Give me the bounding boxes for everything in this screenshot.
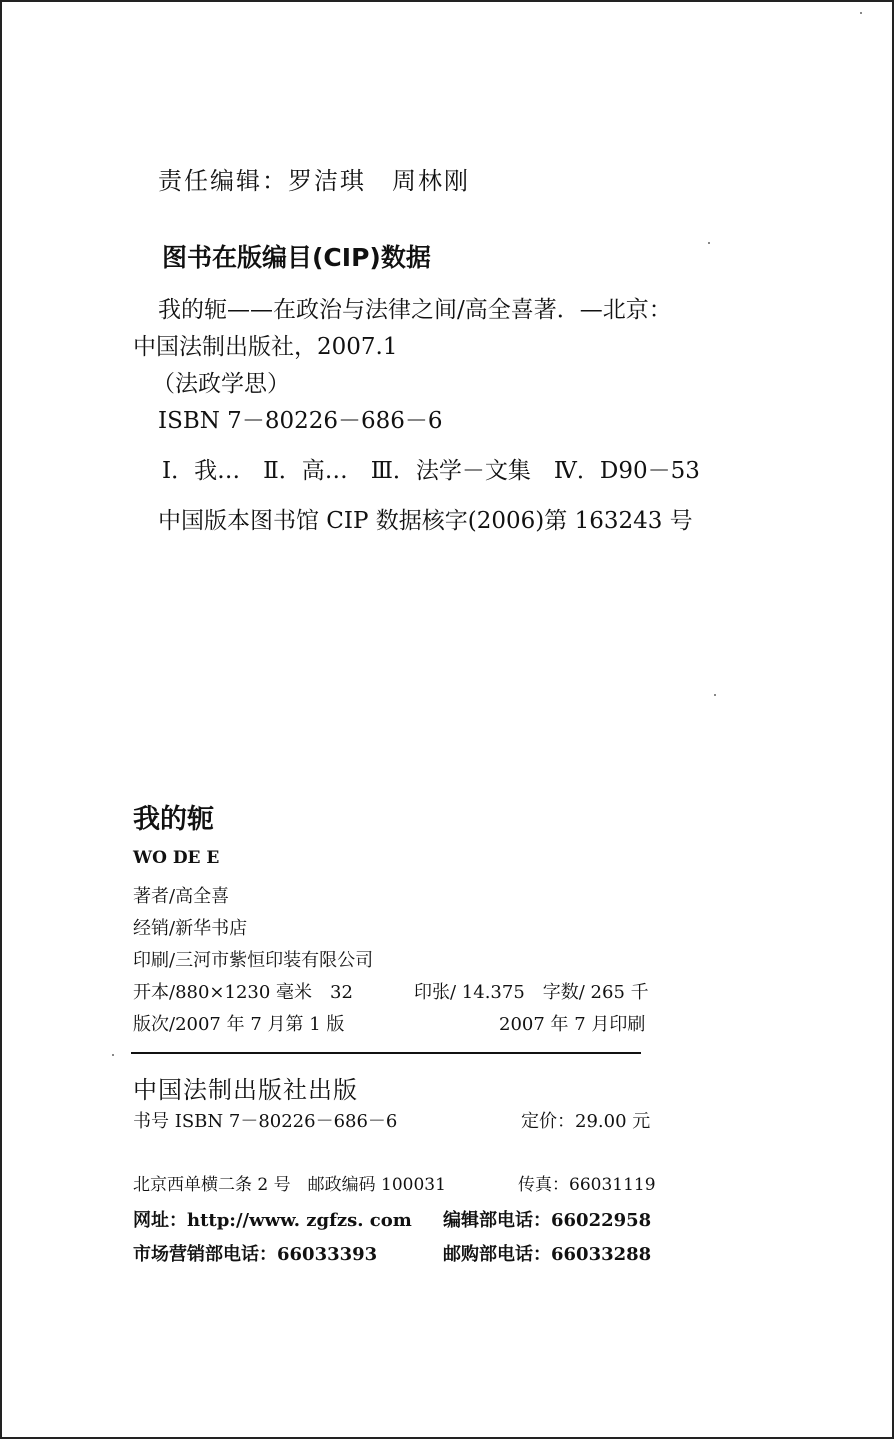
book-number-line: 书号 ISBN 7－80226－686－6: [133, 1111, 398, 1132]
scan-speck: [112, 1054, 114, 1056]
cip-heading: 图书在版编目(CIP)数据: [162, 243, 431, 272]
scan-speck: [708, 242, 710, 244]
responsible-editor: 责任编辑：罗洁琪 周林刚: [158, 167, 470, 195]
price-line: 定价：29.00 元: [521, 1111, 651, 1132]
book-title: 我的轭: [133, 804, 214, 835]
edition-line: 版次/2007 年 7 月第 1 版: [133, 1014, 345, 1035]
book-title-pinyin: WO DE E: [133, 848, 220, 868]
scan-speck: [714, 694, 716, 696]
cip-publisher-line: 中国法制出版社，2007.1: [133, 334, 398, 360]
editorial-phone-line: 编辑部电话：66022958: [443, 1210, 652, 1231]
cip-record-number-line: 中国版本图书馆 CIP 数据核字(2006)第 163243 号: [158, 508, 693, 534]
author-line: 著者/高全喜: [133, 886, 230, 907]
publisher-line: 中国法制出版社出版: [133, 1076, 358, 1104]
printer-line: 印刷/三河市紫恒印装有限公司: [133, 950, 374, 971]
colophon-divider: [131, 1052, 641, 1054]
printing-line: 2007 年 7 月印刷: [499, 1014, 646, 1035]
cip-classification-line: Ⅰ．我… Ⅱ．高… Ⅲ．法学－文集 Ⅳ．D90－53: [162, 458, 700, 484]
scan-speck: [860, 12, 862, 14]
format-line: 开本/880×1230 毫米 32: [133, 982, 353, 1003]
cip-title-line: 我的轭——在政治与法律之间/高全喜著．—北京：: [158, 297, 672, 323]
sheets-words-line: 印张/ 14.375 字数/ 265 千: [414, 982, 649, 1003]
address-line: 北京西单横二条 2 号 邮政编码 100031: [133, 1175, 446, 1195]
distributor-line: 经销/新华书店: [133, 918, 248, 939]
fax-line: 传真：66031119: [518, 1175, 656, 1195]
mail-order-phone-line: 邮购部电话：66033288: [443, 1244, 652, 1265]
cip-series-line: （法政学思）: [152, 371, 290, 397]
website-line: 网址：http://www. zgfzs. com: [133, 1210, 412, 1231]
cip-isbn-line: ISBN 7－80226－686－6: [158, 408, 443, 434]
marketing-phone-line: 市场营销部电话：66033393: [133, 1244, 378, 1265]
